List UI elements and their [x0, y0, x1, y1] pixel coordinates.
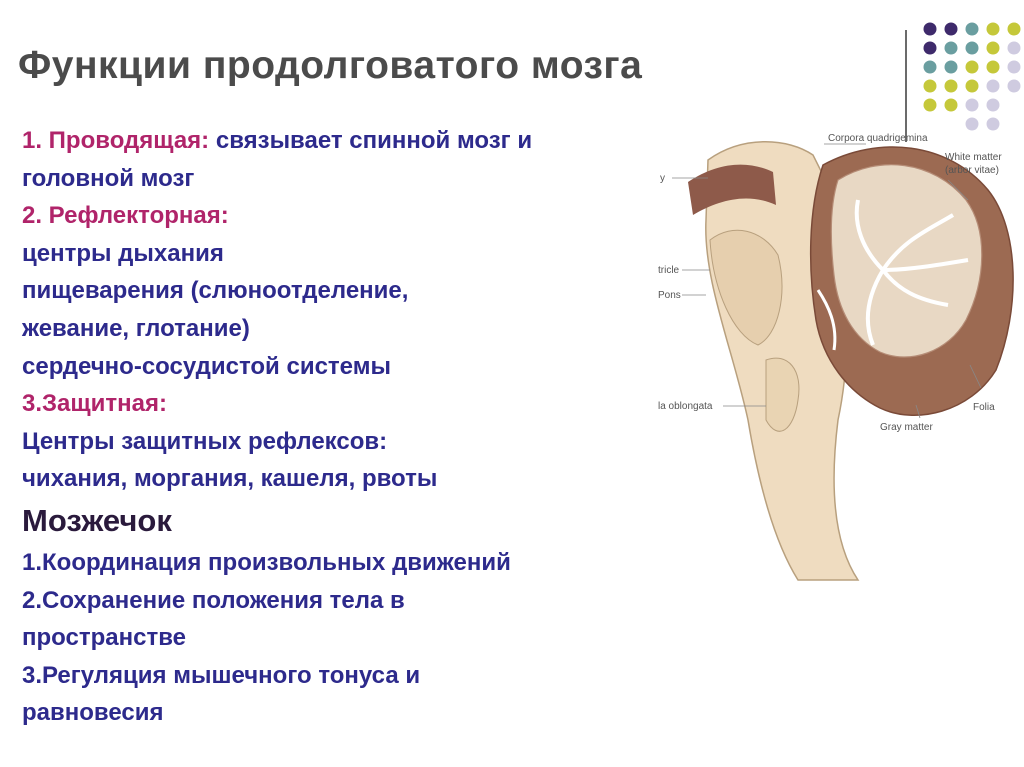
cerebellum-line: 1.Координация произвольных движений — [22, 548, 511, 576]
label-white-matter: White matter — [945, 152, 1002, 163]
item-1-text: связывает спинной мозг и — [215, 127, 533, 154]
item-1-text-continued: головной мозг — [22, 164, 195, 192]
cerebellum-heading: Мозжечок — [22, 502, 172, 538]
cerebellum-line: равновесия — [22, 699, 164, 727]
cerebellum-line: 2.Сохранение положения тела в — [22, 586, 405, 614]
decor-dot-grid — [922, 21, 1024, 133]
label-pons: Pons — [658, 290, 681, 301]
slide-title: Функции продолговатого мозга — [18, 44, 643, 87]
item-3-heading: 3.Защитная: — [22, 390, 167, 418]
item-2-line: жевание, глотание) — [22, 314, 250, 342]
item-1-heading: 1. Проводящая: — [22, 127, 210, 154]
cerebellum-line: 3.Регуляция мышечного тонуса и — [22, 661, 421, 689]
item-2-heading: 2. Рефлекторная: — [22, 202, 229, 230]
label-partial: y — [660, 173, 665, 184]
medulla-item-1 — [22, 122, 672, 160]
label-folia: Folia — [973, 402, 995, 413]
brainstem-cerebellum-illustration — [648, 120, 1024, 590]
label-ventricle: tricle — [658, 265, 680, 276]
item-2-line: сердечно-сосудистой системы — [22, 352, 391, 380]
item-3-line: Центры защитных рефлексов: — [22, 427, 388, 455]
label-medulla-oblongata: la oblongata — [658, 401, 713, 412]
label-arbor-vitae: (arbor vitae) — [945, 165, 999, 176]
slide-body — [22, 122, 672, 732]
cerebellum-line: пространстве — [22, 624, 186, 652]
item-2-line: центры дыхания — [22, 239, 224, 267]
item-3-line: чихания, моргания, кашеля, рвоты — [22, 465, 438, 493]
label-corpora-quadrigemina: Corpora quadrigemina — [828, 133, 928, 144]
label-gray-matter: Gray matter — [880, 422, 933, 433]
item-2-line: пищеварения (слюноотделение, — [22, 277, 409, 305]
